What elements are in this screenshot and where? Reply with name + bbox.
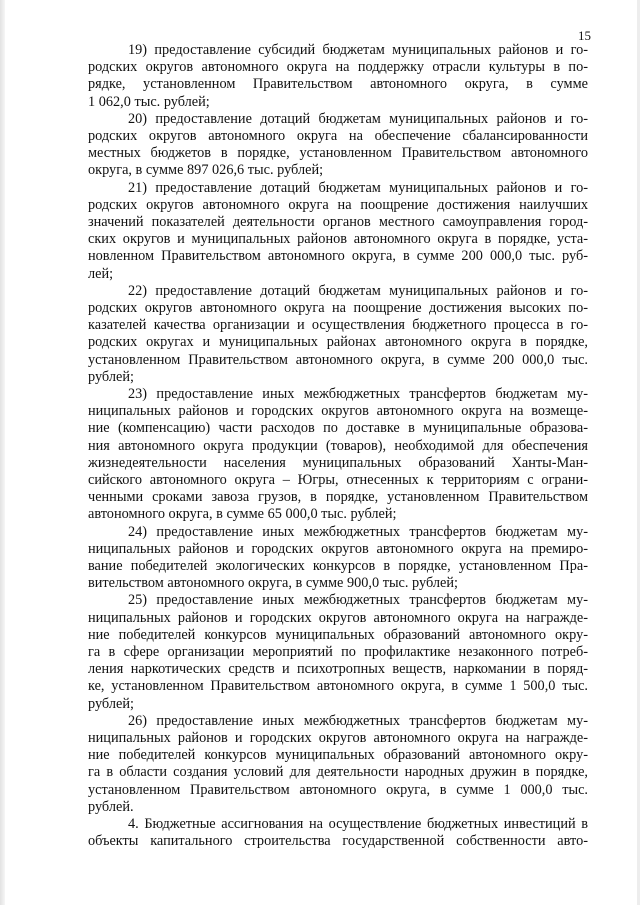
text-line: рядке, установленном Правительством автономного округа, в сумме	[88, 76, 588, 93]
text-line: новленном Правительством автономного округа, в сумме 200 000,0 тыс. руб-	[88, 248, 588, 265]
text-line: 20) предоставление дотаций бюджетам муниципальных районов и го-	[128, 110, 588, 127]
text-line: 19) предоставление субсидий бюджетам муниципальных районов и го-	[128, 42, 588, 58]
text-line: га в области создания условий для деятельности народных дружин в порядке,	[88, 764, 588, 781]
text-line: установленном Правительством автономного округа, в сумме 1 000,0 тыс.	[88, 781, 588, 798]
text-line: ченными сроками завоза грузов, в порядке, установленном Правительством	[88, 489, 588, 506]
text-line: родских округов автономного округа на поощрение достижения наилучших	[88, 196, 588, 213]
text-line: ниципальных районов и городских округов автономного округа на награжде-	[88, 609, 588, 626]
text-line: жизнедеятельности населения муниципальных образований Ханты-Ман-	[88, 454, 588, 471]
text-line: объекты капитального строительства государственной собственности авто-	[88, 833, 588, 850]
scan-left-edge	[0, 0, 5, 905]
text-line: рублей;	[88, 368, 134, 385]
text-line: местных бюджетов в порядке, установленном Правительством автономного	[88, 145, 588, 162]
text-line: ниципальных районов и городских округов автономного округа на возмеще-	[88, 403, 588, 420]
text-line: родских округов автономного округа на поддержку отрасли культуры в по-	[88, 59, 588, 76]
text-line: автономного округа, в сумме 65 000,0 тыс. рублей;	[88, 506, 397, 523]
text-line: ления наркотических средств и психотропных веществ, наркомании в поряд-	[88, 661, 588, 678]
text-line: ние (компенсацию) части расходов по доставке в муниципальные образова-	[88, 420, 588, 437]
text-line: ниципальных районов и городских округов автономного округа на награжде-	[88, 730, 588, 746]
text-line: рублей;	[88, 695, 134, 712]
text-line: ния автономного округа продукции (товаров), необходимой для обеспечения	[88, 437, 588, 454]
text-line: ниципальных районов и городских округов автономного округа на премиро-	[88, 540, 588, 557]
text-line: 26) предоставление иных межбюджетных трансфертов бюджетам му-	[128, 712, 588, 729]
text-line: родских округах и муниципальных районах автономного округа в порядке,	[88, 334, 588, 351]
text-line: 24) предоставление иных межбюджетных трансфертов бюджетам му-	[128, 523, 588, 540]
text-line: 1 062,0 тыс. рублей;	[88, 93, 210, 110]
text-line: ние победителей конкурсов муниципальных образований автономного окру-	[88, 626, 588, 643]
text-line: вание победителей экологических конкурсов в порядке, установленном Пра-	[88, 558, 588, 574]
text-line: 22) предоставление дотаций бюджетам муниципальных районов и го-	[128, 282, 588, 299]
text-line: округа, в сумме 897 026,6 тыс. рублей;	[88, 162, 324, 179]
text-line: значений показателей деятельности органов местного самоуправления город-	[88, 214, 588, 230]
text-line: 4. Бюджетные ассигнования на осуществление бюджетных инвестиций в	[128, 816, 588, 832]
page-number: 15	[578, 28, 591, 43]
text-line: вительством автономного округа, в сумме 900,0 тыс. рублей;	[88, 575, 458, 592]
text-line: сийского автономного округа – Югры, отнесенных к территориям с ограни-	[88, 472, 588, 488]
text-line: 23) предоставление иных межбюджетных трансфертов бюджетам му-	[128, 386, 588, 402]
text-line: родских округов автономного округа на обеспечение сбалансированности	[88, 128, 588, 144]
text-line: 21) предоставление дотаций бюджетам муниципальных районов и го-	[128, 179, 588, 196]
text-line: лей;	[88, 265, 114, 282]
text-line: 25) предоставление иных межбюджетных трансфертов бюджетам му-	[128, 592, 588, 609]
text-line: га в сфере организации мероприятий по профилактике незаконного потреб-	[88, 644, 588, 660]
text-line: установленном Правительством автономного округа, в сумме 200 000,0 тыс.	[88, 351, 588, 368]
text-line: ке, установленном Правительством автономного округа, в сумме 1 500,0 тыс.	[88, 678, 588, 695]
text-line: родских округов автономного округа на поощрение достижения высоких по-	[88, 300, 588, 316]
text-line: ние победителей конкурсов муниципальных образований автономного окру-	[88, 747, 588, 764]
text-line: ских округов и муниципальных районов автономного округа в порядке, уста-	[88, 231, 588, 248]
text-line: рублей.	[88, 798, 134, 815]
text-line: казателей качества организации и осуществления бюджетного процесса в го-	[88, 317, 588, 334]
